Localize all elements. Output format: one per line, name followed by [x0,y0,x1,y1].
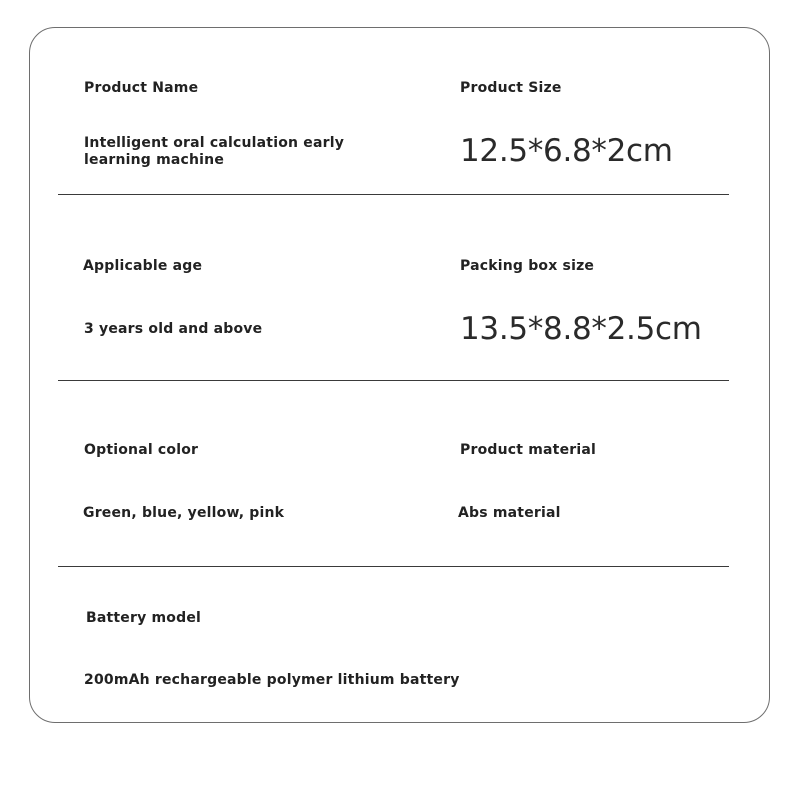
battery-model-label: Battery model [86,610,202,626]
product-size-value: 12.5*6.8*2cm [460,133,673,169]
product-name-value-line2: learning machine [84,152,225,168]
optional-color-value: Green, blue, yellow, pink [83,505,285,521]
battery-model-value: 200mAh rechargeable polymer lithium battery [84,672,460,688]
optional-color-label: Optional color [84,442,199,458]
applicable-age-label: Applicable age [83,258,203,274]
product-material-label: Product material [460,442,597,458]
row-divider-1 [58,194,729,195]
product-material-value: Abs material [458,505,561,521]
product-name-value [84,135,344,169]
product-name-value-line1: Intelligent oral calculation early [84,135,345,151]
applicable-age-value: 3 years old and above [84,321,263,337]
product-size-label: Product Size [460,80,562,96]
packing-box-size-value: 13.5*8.8*2.5cm [460,311,702,347]
packing-box-size-label: Packing box size [460,258,595,274]
row-divider-2 [58,380,729,381]
row-divider-3 [58,566,729,567]
product-name-label: Product Name [84,80,199,96]
